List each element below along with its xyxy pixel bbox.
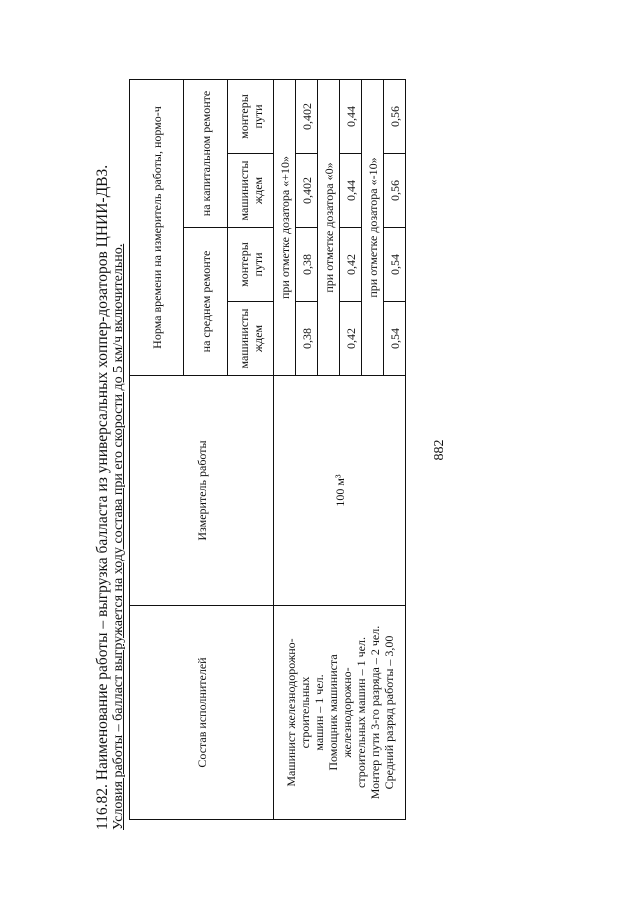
- value-cell: 0,56: [384, 154, 406, 228]
- meter-cell: 100 м³: [274, 376, 406, 606]
- crew-line: Помощник машиниста железнодорожно-: [325, 654, 354, 771]
- page-number: 882: [432, 439, 447, 461]
- value-cell: 0,56: [384, 80, 406, 154]
- header-crew: Состав исполнителей: [130, 606, 274, 820]
- value-cell: 0,402: [296, 80, 318, 154]
- header-track-workers-medium: монтеры пути: [228, 228, 274, 302]
- work-conditions: Условия работы – балласт выгружается на ходу состава при его скорости до 5 км/ч включительно.: [111, 243, 126, 830]
- header-medium-repair: на среднем ремонте: [184, 228, 228, 376]
- rotated-page-content: [94, 70, 402, 830]
- norms-table: [129, 79, 406, 820]
- header-machinists-medium: машинисты ждем: [228, 302, 274, 376]
- header-machinists-capital: машинисты ждем: [228, 154, 274, 228]
- value-cell: 0,402: [296, 154, 318, 228]
- crew-line: Машинист железнодорожно-строительных: [283, 638, 312, 787]
- group-label-zero: при отметке дозатора «0»: [318, 80, 340, 376]
- header-capital-repair: на капитальном ремонте: [184, 80, 228, 228]
- crew-cell: [274, 606, 406, 820]
- value-cell: 0,38: [296, 302, 318, 376]
- value-cell: 0,44: [340, 80, 362, 154]
- group-label-plus10: при отметке дозатора «+10»: [274, 80, 296, 376]
- value-cell: 0,54: [384, 302, 406, 376]
- header-track-workers-capital: монтеры пути: [228, 80, 274, 154]
- crew-line: Монтер пути 3-го разряда – 2 чел.: [367, 625, 382, 800]
- header-norm: Норма времени на измеритель работы, нормо-ч: [130, 80, 184, 376]
- value-cell: 0,38: [296, 228, 318, 302]
- value-cell: 0,54: [384, 228, 406, 302]
- crew-line: машин – 1 чел.: [311, 674, 326, 751]
- header-meter: Измеритель работы: [130, 376, 274, 606]
- value-cell: 0,42: [340, 302, 362, 376]
- work-title: 116.82. Наименование работы – выгрузка балласта из универсальных хоппер-дозаторов ЦНИИ-ДВЗ.: [94, 164, 111, 830]
- crew-line: Средний разряд работы – 3,00: [381, 635, 396, 790]
- crew-line: строительных машин – 1 чел.: [353, 637, 368, 788]
- value-cell: 0,42: [340, 228, 362, 302]
- group-label-minus10: при отметке дозатора «-10»: [362, 80, 384, 376]
- value-cell: 0,44: [340, 154, 362, 228]
